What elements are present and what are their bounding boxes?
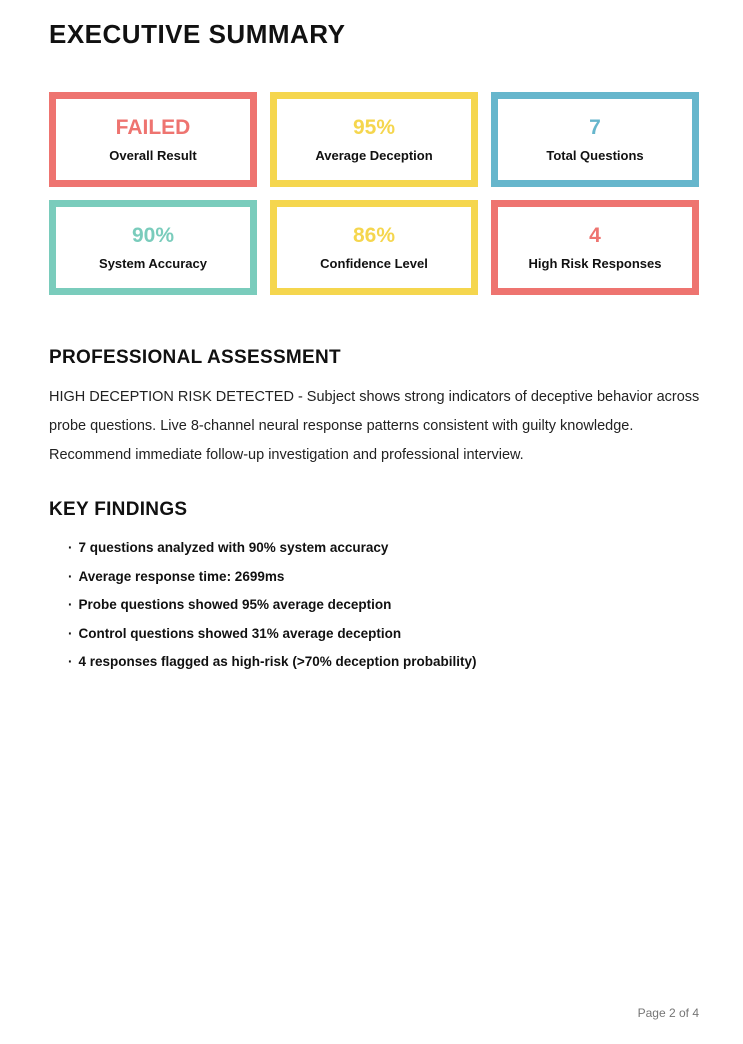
metric-label: High Risk Responses <box>528 255 662 271</box>
finding-item <box>68 597 699 613</box>
findings-list <box>49 540 699 670</box>
metric-label: Confidence Level <box>320 255 428 271</box>
bullet-dot: · <box>68 597 73 613</box>
metric-value: 90% <box>131 223 175 247</box>
metric-card-high-risk-responses <box>491 200 699 295</box>
finding-text: Control questions showed 31% average deception <box>78 625 402 641</box>
metric-value: 95% <box>352 115 396 139</box>
assessment-body-text: HIGH DECEPTION RISK DETECTED - Subject shows strong indicators of deceptive behavior across probe questions. Live 8-channel neural response patterns consistent with guilty knowledge. Recommend immediate follow-up investigation and professional interview. <box>49 388 700 463</box>
bullet-dot: · <box>68 625 73 641</box>
metric-value: 4 <box>589 223 601 247</box>
metric-label: Total Questions <box>546 147 644 163</box>
metric-card-total-questions <box>491 92 699 187</box>
metric-label: System Accuracy <box>99 255 207 271</box>
metric-value: FAILED <box>115 115 191 139</box>
metric-label: Overall Result <box>109 147 197 163</box>
metric-card-confidence-level <box>270 200 478 295</box>
metric-card-average-deception <box>270 92 478 187</box>
finding-text: 7 questions analyzed with 90% system accuracy <box>78 540 389 556</box>
metric-value: 86% <box>352 223 396 247</box>
page-title: EXECUTIVE SUMMARY <box>49 19 346 49</box>
finding-text: Average response time: 2699ms <box>78 568 285 584</box>
findings-section-heading: KEY FINDINGS <box>49 498 188 520</box>
metric-card-overall-result <box>49 92 257 187</box>
metrics-grid <box>49 92 699 295</box>
bullet-dot: · <box>68 568 73 584</box>
finding-text: Probe questions showed 95% average deception <box>78 597 392 613</box>
finding-text: 4 responses flagged as high-risk (>70% deception probability) <box>78 654 477 670</box>
bullet-dot: · <box>68 654 73 670</box>
page-number: Page 2 of 4 <box>637 1006 699 1020</box>
metric-card-system-accuracy <box>49 200 257 295</box>
finding-item <box>68 540 699 556</box>
finding-item <box>68 654 699 670</box>
finding-item <box>68 569 699 585</box>
assessment-section-heading: PROFESSIONAL ASSESSMENT <box>49 346 341 368</box>
metric-value: 7 <box>589 115 601 139</box>
metric-label: Average Deception <box>315 147 433 163</box>
bullet-dot: · <box>68 540 73 556</box>
finding-item <box>68 626 699 642</box>
